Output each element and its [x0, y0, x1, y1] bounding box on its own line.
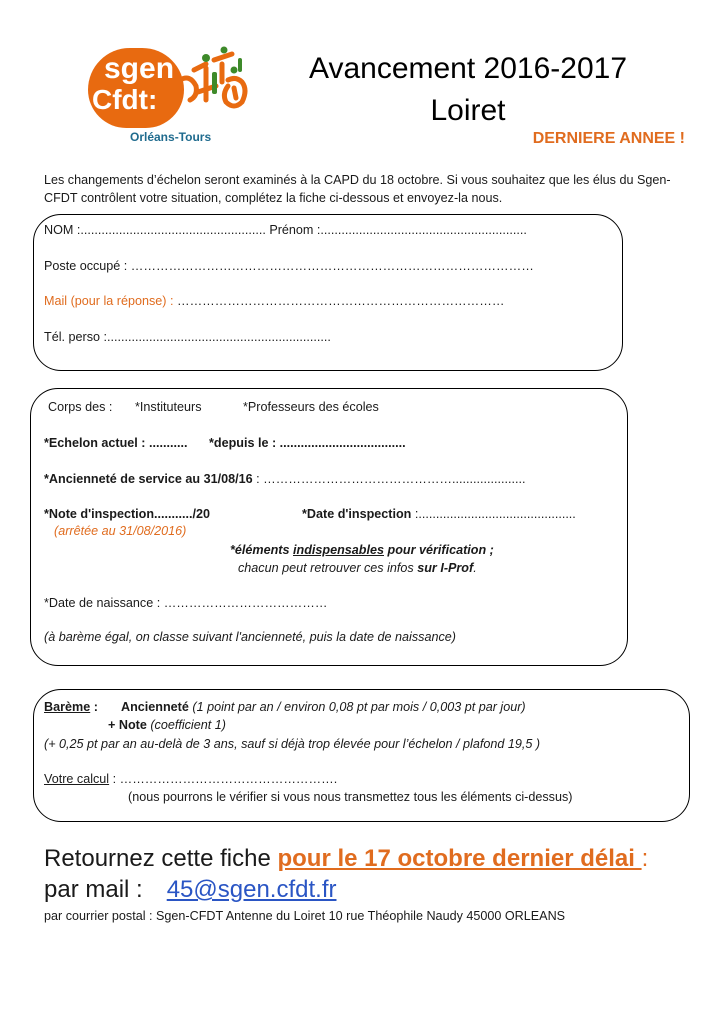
return-instruction — [44, 845, 648, 873]
date-inspection-dots: :............................................. — [411, 507, 576, 521]
note-points — [108, 718, 226, 732]
iprof-pre: chacun peut retrouver ces infos — [238, 561, 418, 575]
return-pre: Retournez cette fiche — [44, 845, 278, 872]
logo-text-cfdt: Cfdt: — [92, 84, 158, 115]
last-year-notice: DERNIERE ANNEE ! — [532, 130, 685, 147]
tel-field[interactable]: Tél. perso :................................................................ — [44, 330, 331, 344]
title-line-1: Avancement 2016-2017 — [308, 52, 628, 85]
anciennete-label: *Ancienneté de service au 31/08/16 — [44, 472, 253, 486]
verify-note: (nous pourrons le vérifier si vous nous transmettez tous les éléments ci-dessus) — [128, 790, 573, 804]
bareme-line — [44, 700, 98, 714]
naissance-field[interactable]: *Date de naissance : ………………………………… — [44, 596, 328, 610]
calcul-label: Votre calcul — [44, 772, 110, 786]
iprof-note — [238, 561, 477, 575]
logo-figures-icon — [176, 46, 256, 122]
date-inspection-field[interactable] — [302, 507, 576, 521]
note-inspection-field[interactable]: *Note d'inspection.........../20 — [44, 507, 211, 521]
mail-field[interactable] — [44, 294, 504, 308]
sgen-cfdt-logo — [84, 42, 256, 152]
mail-instruction-label: par mail : — [44, 876, 143, 903]
arretee-note: (arrêtée au 31/08/2016) — [54, 524, 187, 538]
bonus-note: (+ 0,25 pt par an au-delà de 3 ans, sauf si déjà trop élevée pour l’échelon / plafond 19,5 ) — [44, 737, 541, 751]
nom-prenom-field[interactable]: NOM :..................................................... Prénom :........................................................... — [44, 223, 527, 237]
bareme-tiebreak-note: (à barème égal, on classe suivant l'ancienneté, puis la date de naissance) — [44, 630, 456, 644]
note-points-detail: (coefficient 1) — [146, 718, 226, 732]
poste-field[interactable]: Poste occupé : …………………………………………………………………………………… — [44, 259, 534, 273]
logo-text-sgen: sgen — [104, 52, 175, 85]
calcul-field[interactable] — [44, 772, 337, 786]
identity-box — [33, 214, 623, 371]
intro-paragraph: Les changements d’échelon seront examinés à la CAPD du 18 octobre. Si vous souhaitez que les élus du Sgen-CFDT contrôlent votre situation, complétez la fiche ci-dessous et envoyez-la nous. — [44, 173, 671, 205]
deadline-colon: : — [641, 845, 649, 872]
corps-option-professeurs[interactable]: *Professeurs des écoles — [243, 400, 379, 414]
anciennete-points — [121, 700, 526, 714]
mail-instruction — [44, 876, 336, 904]
deadline-text: pour le 17 octobre dernier délai — [277, 845, 642, 872]
date-inspection-label: *Date d'inspection — [302, 507, 412, 521]
note-points-label: + Note — [108, 718, 147, 732]
anciennete-points-label: Ancienneté — [121, 700, 189, 714]
bareme-colon: : — [90, 700, 98, 714]
depuis-field[interactable]: *depuis le : .................................... — [209, 436, 406, 450]
corps-option-instituteurs[interactable]: *Instituteurs — [135, 400, 202, 414]
echelon-field[interactable]: *Echelon actuel : ........... — [44, 436, 188, 450]
iprof-bold: sur I-Prof — [417, 561, 474, 575]
mail-dots: …………………………………………………………………… — [173, 294, 505, 308]
iprof-post: . — [473, 561, 477, 575]
indispensable-pre: *éléments — [230, 543, 293, 557]
mail-label: Mail (pour la réponse) : — [44, 294, 174, 308]
indispensable-note — [230, 543, 494, 557]
bareme-label: Barème — [44, 700, 91, 714]
anciennete-dots: : ………………………………………..................... — [252, 472, 526, 486]
calcul-dots: : ……………………………………………. — [109, 772, 338, 786]
indispensable-post: pour vérification ; — [384, 543, 494, 557]
indispensable-word: indispensables — [293, 543, 384, 557]
page-title — [303, 48, 633, 132]
anciennete-points-detail: (1 point par an / environ 0,08 pt par mois / 0,003 pt par jour) — [188, 700, 526, 714]
title-line-2: Loiret — [430, 94, 506, 127]
corps-label: Corps des : — [48, 400, 113, 414]
logo-city-label: Orléans-Tours — [130, 130, 212, 144]
postal-address: par courrier postal : Sgen-CFDT Antenne du Loiret 10 rue Théophile Naudy 45000 ORLEANS — [44, 909, 566, 923]
email-link[interactable]: 45@sgen.cfdt.fr — [166, 876, 337, 903]
anciennete-field[interactable] — [44, 472, 526, 486]
